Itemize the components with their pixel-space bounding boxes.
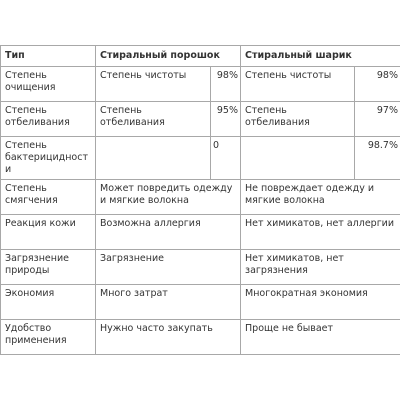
comparison-table-wrapper — [0, 45, 400, 355]
header-powder: Стиральный порошок — [96, 46, 241, 67]
row-type: Степень очищения — [1, 67, 96, 102]
powder-text: Степень чистоты — [96, 67, 211, 102]
header-ball: Стиральный шарик — [241, 46, 400, 67]
row-type: Степень смягчения — [1, 180, 96, 215]
comparison-table — [0, 45, 400, 355]
row-type: Удобство применения — [1, 320, 96, 355]
ball-text: Проще не бывает — [241, 320, 400, 355]
ball-text — [241, 137, 355, 180]
header-type: Тип — [1, 46, 96, 67]
table-row — [1, 180, 400, 215]
ball-value: 97% — [355, 102, 400, 137]
ball-text: Нет химикатов, нет загрязнения — [241, 250, 400, 285]
table-row — [1, 102, 400, 137]
row-type: Степень бактерицидности — [1, 137, 96, 180]
table-row — [1, 250, 400, 285]
table-row — [1, 215, 400, 250]
powder-text: Загрязнение — [96, 250, 241, 285]
powder-text: Нужно часто закупать — [96, 320, 241, 355]
powder-value: 98% — [211, 67, 241, 102]
powder-text — [96, 137, 211, 180]
ball-text: Нет химикатов, нет аллергии — [241, 215, 400, 250]
ball-text: Не повреждает одежду и мягкие волокна — [241, 180, 400, 215]
powder-text: Степень отбеливания — [96, 102, 211, 137]
table-row — [1, 137, 400, 180]
powder-text: Много затрат — [96, 285, 241, 320]
ball-value: 98.7% — [355, 137, 400, 180]
ball-value: 98% — [355, 67, 400, 102]
row-type: Реакция кожи — [1, 215, 96, 250]
table-row — [1, 285, 400, 320]
powder-text: Может повредить одежду и мягкие волокна — [96, 180, 241, 215]
powder-text: Возможна аллергия — [96, 215, 241, 250]
ball-text: Многократная экономия — [241, 285, 400, 320]
ball-text: Степень отбеливания — [241, 102, 355, 137]
table-row — [1, 67, 400, 102]
row-type: Степень отбеливания — [1, 102, 96, 137]
row-type: Экономия — [1, 285, 96, 320]
table-header-row — [1, 46, 400, 67]
row-type: Загрязнение природы — [1, 250, 96, 285]
ball-text: Степень чистоты — [241, 67, 355, 102]
powder-value: 95% — [211, 102, 241, 137]
powder-value: 0 — [211, 137, 241, 180]
table-row — [1, 320, 400, 355]
